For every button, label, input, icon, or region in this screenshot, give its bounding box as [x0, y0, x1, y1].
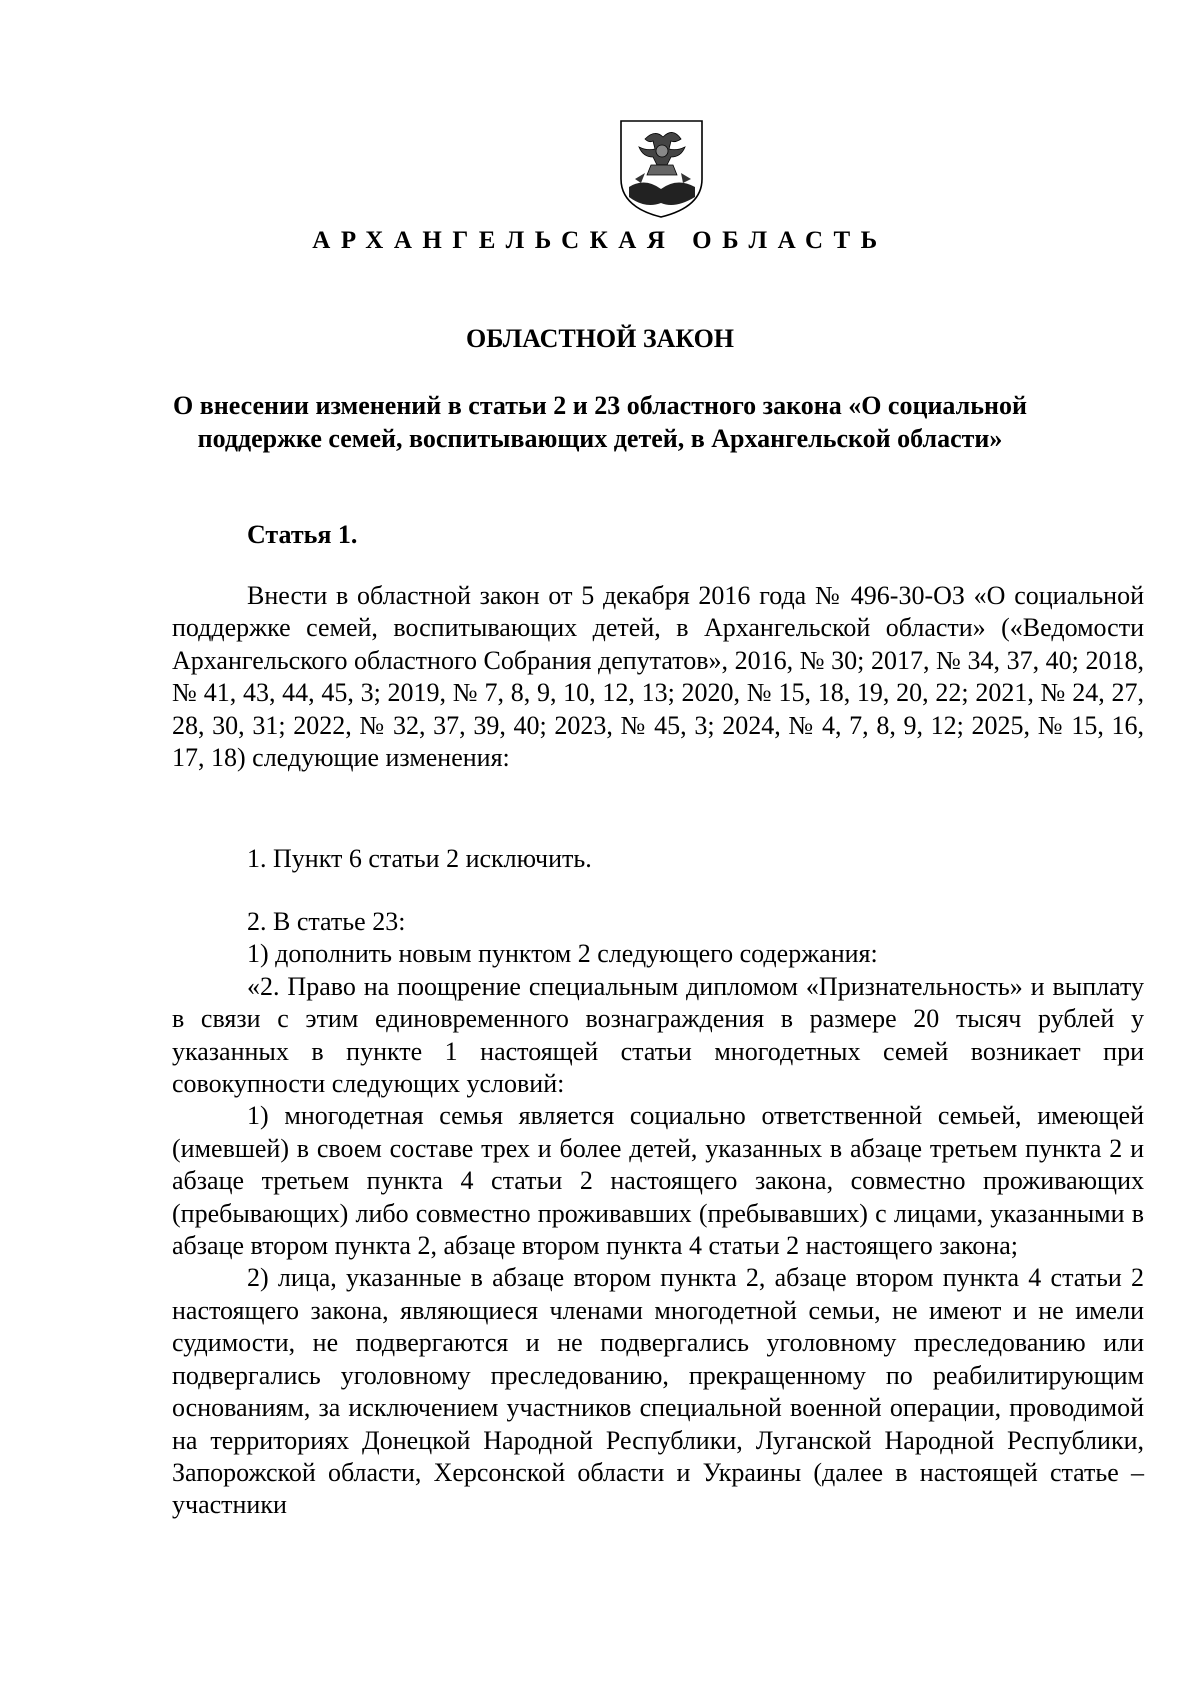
item-1-text: 1. Пункт 6 статьи 2 исключить.	[247, 844, 592, 873]
intro-text: Внести в областной закон от 5 декабря 2016 года № 496-30-ОЗ «О социальной поддержке семей, воспитывающих детей, в Архангельской области» («Ведомости Архангельского областного Собрания депутатов», 2016, № 30; 2017, № 34, 37, 40; 2018, № 41, 43, 44, 45, 3; 2019, № 7, 8, 9, 10, 12, 13; 2020, № 15, 18, 19, 20, 22; 2021, № 24, 27, 28, 30, 31; 2022, № 32, 37, 39, 40; 2023, № 45, 3; 2024, № 4, 7, 8, 9, 12; 2025, № 15, 16, 17, 18) следующие изменения:	[172, 581, 1144, 773]
item-2-heading: 2. В статье 23:	[247, 907, 406, 936]
law-type-heading: ОБЛАСТНОЙ ЗАКОН	[465, 324, 735, 353]
coat-of-arms-icon	[615, 117, 708, 220]
region-name: АРХАНГЕЛЬСКАЯ ОБЛАСТЬ	[312, 227, 888, 254]
article-heading: Статья 1.	[247, 520, 358, 549]
quoted-paragraph: «2. Право на поощрение специальным дипломом «Признательность» и выплату в связи с этим единовременного вознаграждения в размере 20 тысяч рублей у указанных в пункте 1 настоящей статьи многодетных семей возникает при совокупности следующих условий:	[172, 971, 1144, 1099]
item-2-subitem-1: 1) дополнить новым пунктом 2 следующего содержания:	[247, 939, 878, 969]
intro-paragraph	[172, 580, 1144, 774]
condition-2: 2) лица, указанные в абзаце втором пункта 2, абзаце втором пункта 4 статьи 2 настоящего закона, являющиеся членами многодетной семьи, не имеют и не имели судимости, не подвергаются и не подвергались уголовному преследованию или подвергались уголовному преследованию, прекращенному по реабилитирующим основаниям, за исключением участников специальной военной операции, проводимой на территориях Донецкой Народной Республики, Луганской Народной Республики, Запорожской области, Херсонской области и Украины (далее в настоящей статье – участники	[172, 1263, 1144, 1520]
condition-1: 1) многодетная семья является социально ответственной семьей, имеющей (имевшей) в своем составе трех и более детей, указанных в абзаце третьем пункта 2 и абзаце третьем пункта 4 статьи 2 настоящего закона, совместно проживающих (пребывающих) либо совместно проживавших (пребывавших) с лицами, указанными в абзаце втором пункта 2, абзаце втором пункта 4 статьи 2 настоящего закона;	[172, 1101, 1144, 1261]
law-title	[150, 389, 1050, 455]
item-2-block	[172, 906, 1144, 1522]
item-1	[172, 843, 1144, 875]
law-title-line-2: поддержке семей, воспитывающих детей, в Архангельской области»	[197, 424, 1003, 453]
law-title-line-1: О внесении изменений в статьи 2 и 23 областного закона «О социальной	[173, 391, 1027, 420]
